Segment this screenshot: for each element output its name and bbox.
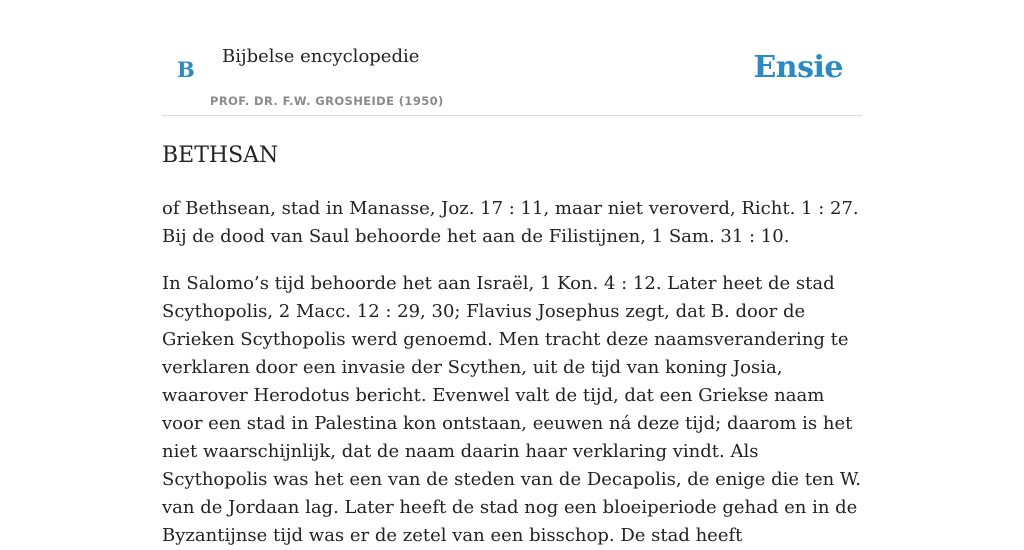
source-title[interactable]: Bijbelse encyclopedie <box>222 46 420 67</box>
brand-logo[interactable]: Ensie <box>753 50 843 85</box>
entry-paragraph: of Bethsean, stad in Manasse, Joz. 17 : 11, maar niet veroverd, Richt. 1 : 27. Bij de dood van Saul behoorde het aan de Filistijnen, 1 Sam. 31 : 10. <box>162 198 859 247</box>
entry-paragraph: In Salomo’s tijd behoorde het aan Israël, 1 Kon. 4 : 12. Later heet de stad Scythopolis, 2 Macc. 12 : 29, 30; Flavius Josephus zegt, dat B. door de Grieken Scythopolis werd genoemd. Men tracht deze naamsverandering te verklaren door een invasie der Scythen, uit de tijd van koning Josia, waarover Herodotus bericht. Evenwel valt de tijd, dat een Griekse naam voor een stad in Palestina kon ontstaan, eeuwen ná deze tijd; daarom is het niet waarschijnlijk, dat de naam daarin haar verklaring vindt. Als Scythopolis was het een van de steden van de Decapolis, de enige die ten W. van de Jordaan lag. Later heeft de stad nog een bloeiperiode gehad en in de Byzantijnse tijd was er de zetel van een bisschop. De stad heeft <box>162 273 862 546</box>
author-credit: PROF. DR. F.W. GROSHEIDE (1950) <box>210 94 444 108</box>
entry-header <box>162 0 862 116</box>
index-letter[interactable]: B <box>177 57 195 82</box>
entry-title: BETHSAN <box>162 143 279 168</box>
entry-card <box>162 0 862 550</box>
